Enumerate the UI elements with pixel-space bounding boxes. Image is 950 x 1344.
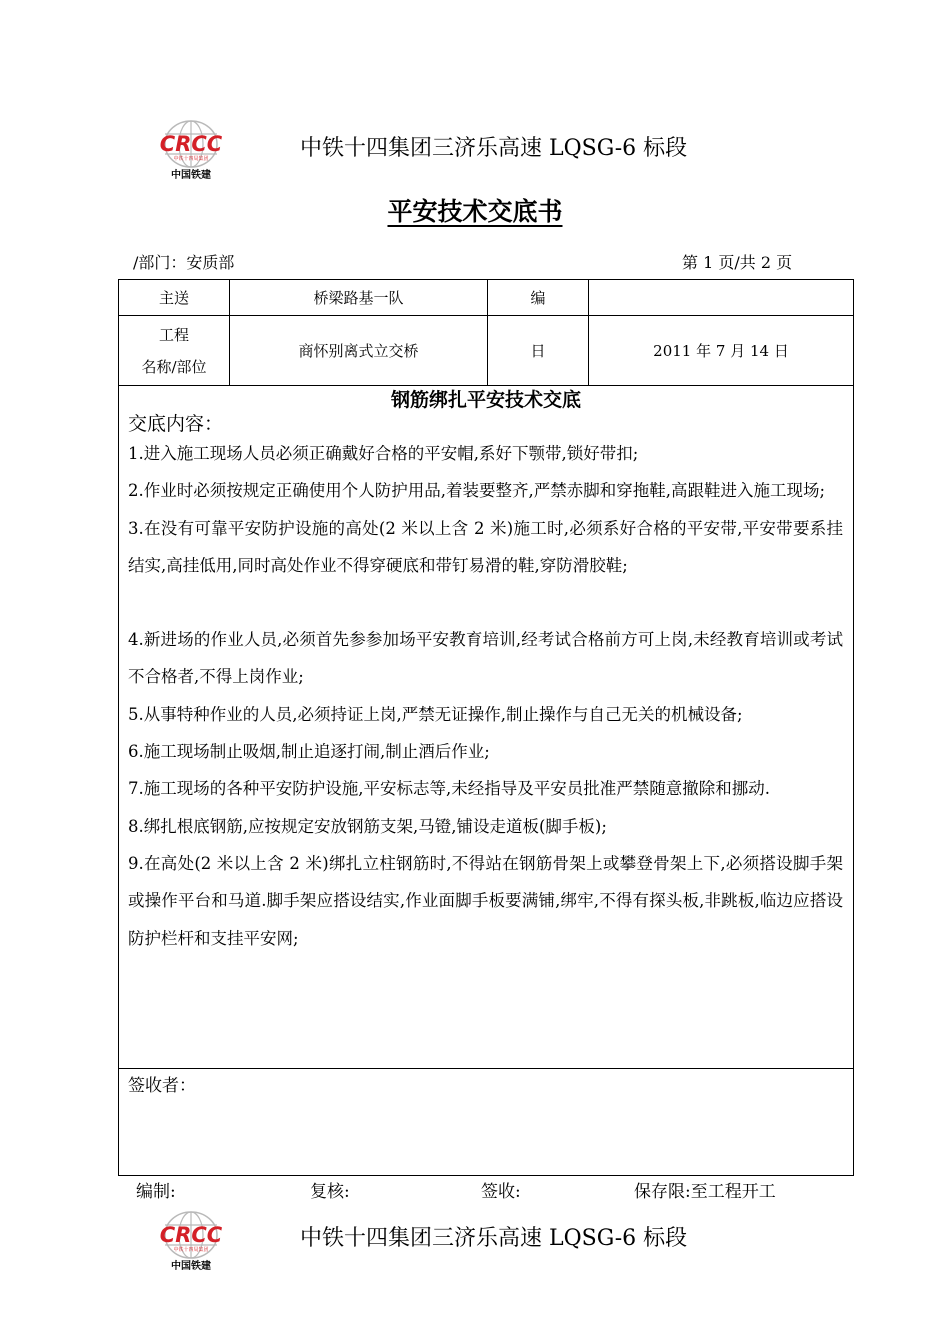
- footer-received: 签收:: [481, 1182, 521, 1202]
- footer-retention: 保存限:至工程开工: [634, 1182, 776, 1202]
- content-item-1: 1.进入施工现场人员必须正确戴好合格的平安帽,系好下颚带,锁好带扣;: [128, 444, 639, 463]
- svg-text:中国铁建: 中国铁建: [171, 170, 211, 180]
- info-row-recipient: [119, 280, 854, 316]
- page-indicator: 第 1 页/共 2 页: [682, 253, 793, 272]
- project-label-line1: 工程: [158, 325, 189, 344]
- date-label: 日: [488, 316, 589, 386]
- content-item-9: 9.在高处(2 米以上含 2 米)绑扎立柱钢筋时,不得站在钢筋骨架上或攀登骨架上下,必须搭设脚手架或操作平台和马道.脚手架应搭设结实,作业面脚手板要满铺,绑牢,不得有探头板,非跳板,临边应搭设防护栏杆和支挂平安网;: [128, 853, 843, 948]
- project-label-line2: 名称/部位: [141, 357, 207, 376]
- info-row-project: [119, 316, 854, 386]
- crcc-logo-bottom: [150, 1211, 232, 1271]
- svg-text:CRCC: CRCC: [159, 132, 223, 156]
- content-label: 交底内容：: [128, 413, 224, 435]
- recipient-label: 主送: [119, 280, 230, 316]
- org-title-bottom: 中铁十四集团三济乐高速 LQSG-6 标段: [300, 1226, 688, 1251]
- signer-label: 签收者：: [128, 1076, 196, 1096]
- org-title-top: 中铁十四集团三济乐高速 LQSG-6 标段: [300, 136, 688, 161]
- footer-reviewed: 复核:: [310, 1182, 350, 1202]
- department-label: /部门：安质部: [133, 253, 235, 272]
- content-item-4: 4.新进场的作业人员,必须首先参参加场平安教育培训,经考试合格前方可上岗,未经教育培训或考试不合格者,不得上岗作业;: [128, 630, 843, 687]
- number-value: [589, 280, 854, 316]
- signature-box: [118, 1068, 854, 1176]
- svg-text:中铁十四局集团: 中铁十四局集团: [173, 1247, 209, 1253]
- content-item-2: 2.作业时必须按规定正确使用个人防护用品,着装要整齐,严禁赤脚和穿拖鞋,高跟鞋进入施工现场;: [128, 481, 826, 501]
- content-item-8: 8.绑扎根底钢筋,应按规定安放钢筋支架,马镫,铺设走道板(脚手板);: [128, 816, 607, 836]
- svg-text:中国铁建: 中国铁建: [171, 1261, 211, 1271]
- number-label: 编: [488, 280, 589, 316]
- content-item-3: 3.在没有可靠平安防护设施的高处(2 米以上含 2 米)施工时,必须系好合格的平安带,平安带要系挂结实,高挂低用,同时高处作业不得穿硬底和带钉易滑的鞋,穿防滑胶鞋;: [128, 518, 843, 575]
- project-label: [119, 316, 230, 386]
- document-title: 平安技术交底书: [387, 197, 563, 226]
- blank-line: [119, 584, 853, 621]
- date-value: 2011 年 7 月 14 日: [589, 316, 854, 386]
- content-item-7: 7.施工现场的各种平安防护设施,平安标志等,未经指导及平安员批准严禁随意撤除和挪动.: [128, 779, 770, 799]
- footer-compiled: 编制:: [136, 1182, 176, 1202]
- crcc-logo: [150, 120, 232, 180]
- svg-text:中铁十四局集团: 中铁十四局集团: [173, 156, 209, 162]
- briefing-content: [118, 384, 854, 1069]
- svg-text:CRCC: CRCC: [159, 1223, 223, 1247]
- project-value: 商怀别离式立交桥: [230, 316, 488, 386]
- content-item-5: 5.从事特种作业的人员,必须持证上岗,严禁无证操作,制止操作与自己无关的机械设备;: [128, 704, 743, 724]
- content-item-6: 6.施工现场制止吸烟,制止追逐打闹,制止酒后作业;: [128, 742, 490, 762]
- info-table: [118, 279, 854, 386]
- recipient-value: 桥梁路基一队: [230, 280, 488, 316]
- section-title: 钢筋绑扎平安技术交底: [390, 389, 581, 411]
